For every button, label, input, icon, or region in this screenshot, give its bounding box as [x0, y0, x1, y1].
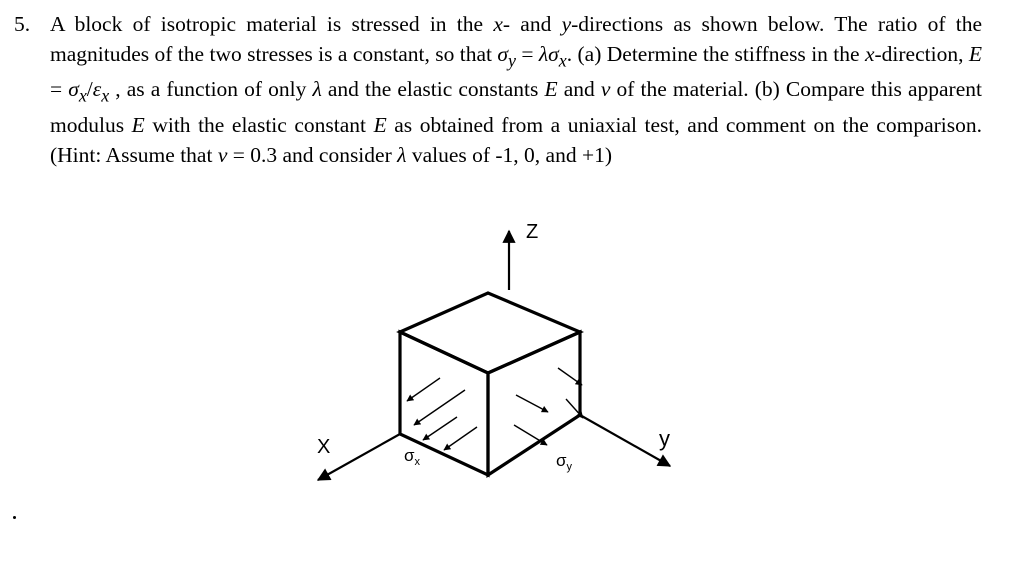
text-run: = [515, 41, 539, 66]
math-symbol: λ [312, 77, 322, 102]
text-run: -direction, [874, 41, 969, 66]
text-run: with the elastic constant [144, 113, 374, 138]
problem-number: 5. [14, 12, 31, 36]
text-run: and the elastic constants [321, 77, 545, 102]
text-run: as obtained from a uniaxial test, and comment on the comparison. (Hint: Assume that [50, 113, 982, 167]
stress-arrows-y [514, 368, 583, 445]
math-symbol: λ [397, 142, 407, 167]
math-subscript: x [558, 49, 567, 70]
math-subscript: y [508, 49, 516, 70]
math-symbol: x [493, 12, 503, 36]
z-axis-label: Z [526, 221, 539, 243]
math-symbol: y [561, 12, 572, 36]
math-symbol: ν [217, 142, 228, 167]
text-run: , as a function of only [109, 77, 313, 102]
stress-arrows-x [407, 378, 477, 450]
math-symbol: σ [497, 41, 508, 66]
stray-dot [13, 516, 16, 519]
math-symbol: σ [68, 77, 79, 102]
math-symbol: x [864, 41, 875, 66]
math-subscript: x [101, 85, 110, 106]
math-symbol: E [373, 113, 387, 138]
math-symbol: λσ [538, 41, 559, 66]
cube-top-face [400, 293, 580, 373]
math-symbol: E [968, 41, 982, 66]
text-run: / [86, 77, 93, 102]
math-symbol: ν [600, 77, 611, 102]
text-run: A block of isotropic material is stressed in the [50, 12, 494, 36]
text-run: -directions as shown below. The ratio of the magnitudes of the two stresses is a constant, so that [50, 12, 982, 66]
stress-x-label: $\sigma_x$ [404, 446, 420, 468]
text-run: and [557, 77, 601, 102]
text-run: - and [502, 12, 562, 36]
text-run: of the material. (b) Compare this apparent modulus [50, 77, 982, 138]
math-symbol: ε [92, 77, 102, 102]
stress-y-label: $\sigma_y$ [556, 451, 572, 473]
text-run: . (a) Determine the stiffness in the [566, 41, 865, 66]
text-run: = 0.3 and consider [227, 142, 398, 167]
cube [400, 293, 580, 475]
math-subscript: x [78, 85, 87, 106]
math-symbol: E [544, 77, 558, 102]
math-symbol: E [131, 113, 145, 138]
text-run: = [50, 77, 69, 102]
y-axis [580, 415, 670, 466]
text-run: values of -1, 0, and +1) [406, 142, 613, 167]
y-axis-label: y [659, 426, 670, 451]
x-axis-label: X [317, 436, 331, 458]
